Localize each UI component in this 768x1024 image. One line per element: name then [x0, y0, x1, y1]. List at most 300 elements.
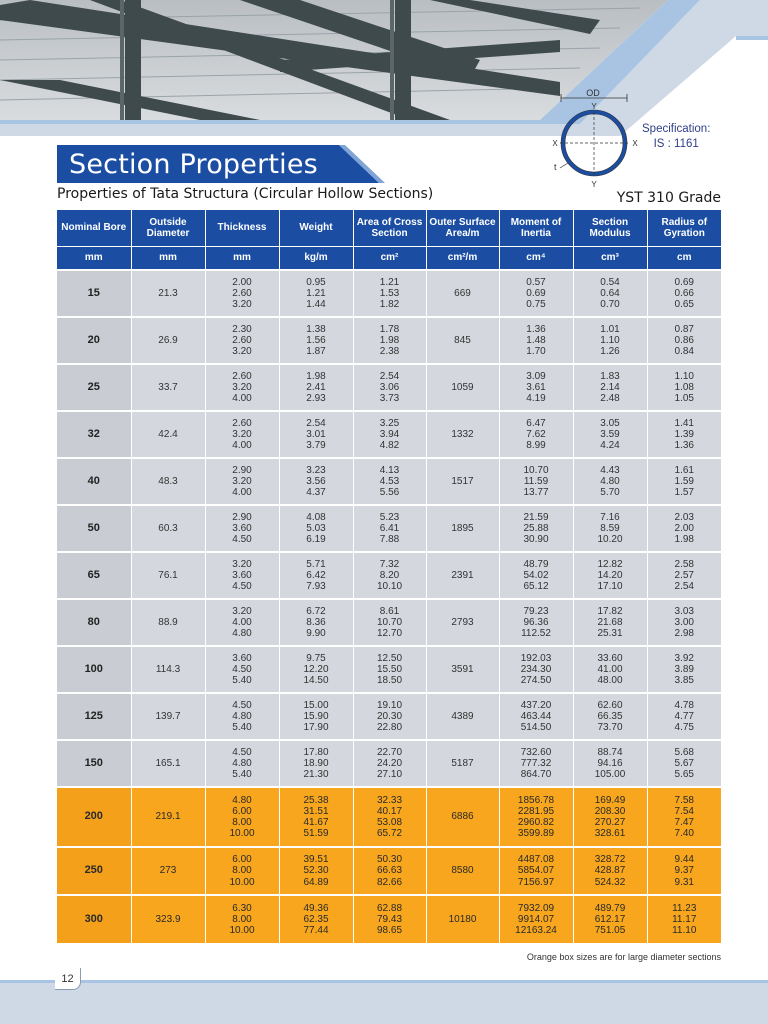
cell-value: 3.03: [674, 605, 694, 617]
cell-value: 17.10: [597, 581, 623, 593]
surface-area-cell: 5187: [426, 740, 499, 787]
cell-value: 7.54: [674, 805, 694, 817]
table-row: [57, 552, 721, 599]
cell-value: 1.57: [674, 487, 694, 499]
diagram-x-right: X: [632, 139, 638, 148]
cell-value: 4.00: [232, 440, 252, 452]
table-row: [57, 364, 721, 411]
cell-value: 3.56: [306, 475, 326, 487]
cell-value: 0.86: [674, 334, 694, 346]
cell-value: 112.52: [521, 628, 551, 640]
cell-value: 4.13: [379, 464, 400, 476]
table-row: [57, 895, 721, 943]
area-cell: [353, 411, 426, 458]
cell-value: 864.70: [520, 769, 552, 781]
section-modulus-cell: [573, 599, 647, 646]
thickness-cell: [205, 364, 279, 411]
cell-value: 1.44: [306, 299, 326, 311]
thickness-cell: [205, 270, 279, 317]
radius-of-gyration-cell: [647, 740, 721, 787]
cell-value: 0.57: [526, 276, 546, 288]
moment-of-inertia-cell: [499, 458, 573, 505]
section-modulus-cell: [573, 317, 647, 364]
cell-value: 234.30: [520, 663, 552, 675]
cell-value: 10.70: [376, 616, 403, 628]
cell-value: 2.41: [306, 381, 326, 393]
cell-value: 6.42: [306, 569, 326, 581]
cell-value: 1.70: [526, 346, 546, 358]
cell-value: 0.70: [600, 299, 620, 311]
section-modulus-cell: [573, 847, 647, 895]
cell-value: 24.20: [376, 757, 403, 769]
cell-value: 1.53: [379, 287, 400, 299]
cell-value: 1.59: [674, 475, 694, 487]
nominal-bore-cell: 150: [57, 740, 131, 787]
cell-value: 328.61: [594, 828, 626, 840]
cell-value: 5.65: [674, 769, 694, 781]
diagram-od-label: OD: [586, 88, 600, 98]
column-header: Moment of Inertia: [499, 210, 573, 246]
radius-of-gyration-cell: [647, 505, 721, 552]
column-header: Nominal Bore: [57, 210, 131, 246]
weight-cell: [279, 895, 353, 943]
cell-value: 274.50: [520, 675, 552, 687]
cell-value: 3599.89: [517, 828, 555, 840]
cell-value: 2.14: [600, 381, 620, 393]
cell-value: 39.51: [303, 854, 329, 866]
outside-diameter-cell: 21.3: [131, 270, 205, 317]
specification: [642, 122, 710, 152]
cell-value: 4.77: [674, 710, 694, 722]
surface-area-cell: 8580: [426, 847, 499, 895]
cell-value: 7.16: [600, 511, 620, 523]
cell-value: 0.66: [674, 287, 694, 299]
cell-value: 9.31: [674, 876, 694, 888]
nominal-bore-cell: 200: [57, 787, 131, 847]
column-unit: cm²: [353, 246, 426, 270]
column-unit: cm²/m: [426, 246, 499, 270]
table-row: [57, 505, 721, 552]
cell-value: 1.36: [526, 323, 546, 335]
cell-value: 17.80: [303, 746, 329, 758]
table-row: [57, 646, 721, 693]
cell-value: 25.38: [303, 794, 329, 806]
outside-diameter-cell: 76.1: [131, 552, 205, 599]
cell-value: 12163.24: [515, 925, 557, 937]
cell-value: 8.99: [526, 440, 546, 452]
footer-band: [0, 983, 768, 1024]
cell-value: 2.00: [232, 276, 252, 288]
cell-value: 17.90: [303, 722, 329, 734]
column-unit: kg/m: [279, 246, 353, 270]
cell-value: 4.80: [600, 475, 620, 487]
cell-value: 3.25: [379, 417, 400, 429]
nominal-bore-cell: 20: [57, 317, 131, 364]
cell-value: 10.10: [376, 581, 403, 593]
cell-value: 79.23: [523, 605, 549, 617]
cell-value: 1.10: [674, 370, 694, 382]
column-header: Section Modulus: [573, 210, 647, 246]
cell-value: 65.72: [376, 828, 403, 840]
cell-value: 6.19: [306, 534, 326, 546]
cell-value: 0.87: [674, 323, 694, 335]
outside-diameter-cell: 48.3: [131, 458, 205, 505]
specification-label: Specification:: [642, 123, 711, 135]
outside-diameter-cell: 42.4: [131, 411, 205, 458]
cell-value: 1.56: [306, 334, 326, 346]
cell-value: 10.70: [523, 464, 549, 476]
cell-value: 3.85: [674, 675, 694, 687]
cell-value: 64.89: [303, 876, 329, 888]
cell-value: 8.00: [232, 817, 252, 828]
radius-of-gyration-cell: [647, 847, 721, 895]
cell-value: 5.03: [306, 522, 326, 534]
weight-cell: [279, 693, 353, 740]
cell-value: 10.00: [229, 828, 255, 840]
cell-value: 48.79: [523, 558, 549, 570]
section-modulus-cell: [573, 740, 647, 787]
cell-value: 463.44: [520, 710, 552, 722]
cell-value: 11.23: [672, 902, 697, 914]
weight-cell: [279, 646, 353, 693]
footnote: Orange box sizes are for large diameter sections: [526, 952, 721, 962]
area-cell: [353, 599, 426, 646]
cell-value: 3.20: [232, 381, 252, 393]
cell-value: 14.50: [303, 675, 329, 687]
column-header: Weight: [279, 210, 353, 246]
area-cell: [353, 847, 426, 895]
thickness-cell: [205, 411, 279, 458]
nominal-bore-cell: 80: [57, 599, 131, 646]
cell-value: 12.82: [597, 558, 623, 570]
area-cell: [353, 552, 426, 599]
outside-diameter-cell: 33.7: [131, 364, 205, 411]
thickness-cell: [205, 895, 279, 943]
section-title-banner: [57, 145, 387, 185]
cell-value: 3.73: [379, 393, 400, 405]
cell-value: 0.64: [600, 287, 620, 299]
cell-value: 49.36: [303, 902, 329, 914]
radius-of-gyration-cell: [647, 364, 721, 411]
section-modulus-cell: [573, 505, 647, 552]
outside-diameter-cell: 60.3: [131, 505, 205, 552]
cell-value: 2.60: [232, 334, 252, 346]
cell-value: 7.47: [674, 817, 694, 828]
cell-value: 7.58: [674, 794, 694, 806]
cell-value: 3.59: [600, 428, 620, 440]
weight-cell: [279, 787, 353, 847]
thickness-cell: [205, 646, 279, 693]
cell-value: 12.50: [376, 652, 403, 664]
cell-value: 2.93: [306, 393, 326, 405]
cell-value: 328.72: [594, 854, 626, 866]
cell-value: 1856.78: [517, 794, 555, 806]
cell-value: 5.40: [232, 675, 252, 687]
column-unit: mm: [57, 246, 131, 270]
cell-value: 7.62: [526, 428, 546, 440]
cell-value: 4.80: [232, 628, 252, 640]
page-number: 12: [55, 968, 81, 990]
cell-value: 96.36: [523, 616, 549, 628]
weight-cell: [279, 552, 353, 599]
cell-value: 4.80: [232, 757, 252, 769]
cell-value: 62.60: [597, 699, 623, 711]
surface-area-cell: 1517: [426, 458, 499, 505]
outside-diameter-cell: 88.9: [131, 599, 205, 646]
cell-value: 751.05: [594, 925, 626, 937]
area-cell: [353, 693, 426, 740]
cell-value: 2.90: [232, 464, 252, 476]
cell-value: 5.56: [379, 487, 400, 499]
cell-value: 41.00: [597, 663, 623, 675]
cell-value: 62.88: [376, 902, 403, 914]
cell-value: 5.40: [232, 722, 252, 734]
cell-value: 612.17: [594, 913, 626, 925]
cell-value: 66.63: [376, 865, 403, 877]
cell-value: 2.54: [306, 417, 326, 429]
cell-value: 7.32: [379, 558, 400, 570]
radius-of-gyration-cell: [647, 552, 721, 599]
grade-label: YST 310 Grade: [616, 190, 721, 206]
cell-value: 4.43: [600, 464, 620, 476]
cell-value: 62.35: [303, 913, 329, 925]
thickness-cell: [205, 740, 279, 787]
cell-value: 3.89: [674, 663, 694, 675]
table-row: [57, 458, 721, 505]
weight-cell: [279, 411, 353, 458]
cell-value: 2.98: [674, 628, 694, 640]
cell-value: 3.09: [526, 370, 546, 382]
cell-value: 18.50: [376, 675, 403, 687]
surface-area-cell: 1059: [426, 364, 499, 411]
area-cell: [353, 317, 426, 364]
cell-value: 1.41: [674, 417, 694, 429]
radius-of-gyration-cell: [647, 411, 721, 458]
column-header: Area of Cross Section: [353, 210, 426, 246]
radius-of-gyration-cell: [647, 787, 721, 847]
cell-value: 7.93: [306, 581, 326, 593]
cell-value: 0.65: [674, 299, 694, 311]
section-modulus-cell: [573, 364, 647, 411]
cell-value: 1.87: [306, 346, 326, 358]
cell-value: 3.20: [232, 299, 252, 311]
weight-cell: [279, 317, 353, 364]
surface-area-cell: 669: [426, 270, 499, 317]
cell-value: 1.05: [674, 393, 694, 405]
weight-cell: [279, 847, 353, 895]
moment-of-inertia-cell: [499, 895, 573, 943]
section-modulus-cell: [573, 895, 647, 943]
cell-value: 7.88: [379, 534, 400, 546]
cell-value: 3.20: [232, 605, 252, 617]
cell-value: 3.60: [232, 569, 252, 581]
cell-value: 3.94: [379, 428, 400, 440]
cell-value: 82.66: [376, 876, 403, 888]
cell-value: 524.32: [594, 876, 626, 888]
cell-value: 2.60: [232, 287, 252, 299]
circular-section-diagram: [548, 86, 644, 190]
cell-value: 3.60: [232, 652, 252, 664]
cell-value: 94.16: [597, 757, 623, 769]
cell-value: 3.01: [306, 428, 326, 440]
cell-value: 32.33: [376, 794, 403, 806]
page-title: Section Properties: [69, 149, 318, 180]
cell-value: 2.00: [674, 522, 694, 534]
cell-value: 11.10: [672, 925, 697, 937]
cell-value: 5.40: [232, 769, 252, 781]
weight-cell: [279, 505, 353, 552]
surface-area-cell: 1895: [426, 505, 499, 552]
nominal-bore-cell: 100: [57, 646, 131, 693]
cell-value: 27.10: [376, 769, 403, 781]
cell-value: 17.82: [597, 605, 623, 617]
cell-value: 2281.95: [517, 805, 555, 817]
cell-value: 1.01: [600, 323, 620, 335]
weight-cell: [279, 740, 353, 787]
cell-value: 4.00: [232, 616, 252, 628]
cell-value: 437.20: [520, 699, 552, 711]
cell-value: 9914.07: [517, 913, 555, 925]
nominal-bore-cell: 32: [57, 411, 131, 458]
section-modulus-cell: [573, 787, 647, 847]
cell-value: 50.30: [376, 854, 403, 866]
thickness-cell: [205, 847, 279, 895]
cell-value: 22.80: [376, 722, 403, 734]
table-row: [57, 317, 721, 364]
cell-value: 0.95: [306, 276, 326, 288]
column-header: Radius of Gyration: [647, 210, 721, 246]
cell-value: 41.67: [303, 817, 329, 828]
cell-value: 88.74: [597, 746, 623, 758]
outside-diameter-cell: 26.9: [131, 317, 205, 364]
cell-value: 66.35: [597, 710, 623, 722]
cell-value: 98.65: [376, 925, 403, 937]
moment-of-inertia-cell: [499, 317, 573, 364]
cell-value: 79.43: [376, 913, 403, 925]
cell-value: 15.50: [376, 663, 403, 675]
cell-value: 9.90: [306, 628, 326, 640]
cell-value: 2.58: [674, 558, 694, 570]
cell-value: 15.00: [303, 699, 329, 711]
cell-value: 2.60: [232, 370, 252, 382]
cell-value: 2.90: [232, 511, 252, 523]
surface-area-cell: 2793: [426, 599, 499, 646]
moment-of-inertia-cell: [499, 787, 573, 847]
cell-value: 8.61: [379, 605, 400, 617]
cell-value: 25.88: [523, 522, 549, 534]
cell-value: 1.83: [600, 370, 620, 382]
cell-value: 5.23: [379, 511, 400, 523]
nominal-bore-cell: 50: [57, 505, 131, 552]
cell-value: 13.77: [523, 487, 549, 499]
area-cell: [353, 505, 426, 552]
cell-value: 208.30: [594, 805, 626, 817]
thickness-cell: [205, 317, 279, 364]
cell-value: 11.17: [672, 913, 697, 925]
area-cell: [353, 364, 426, 411]
table-row: [57, 693, 721, 740]
cell-value: 5.70: [600, 487, 620, 499]
nominal-bore-cell: 250: [57, 847, 131, 895]
cell-value: 12.20: [303, 663, 329, 675]
nominal-bore-cell: 15: [57, 270, 131, 317]
table-header-units: [57, 246, 721, 270]
outside-diameter-cell: 114.3: [131, 646, 205, 693]
cell-value: 6.41: [379, 522, 400, 534]
thickness-cell: [205, 458, 279, 505]
cell-value: 4.00: [232, 393, 252, 405]
section-modulus-cell: [573, 411, 647, 458]
column-unit: cm⁴: [499, 246, 573, 270]
cell-value: 169.49: [594, 794, 626, 806]
column-unit: cm: [647, 246, 721, 270]
weight-cell: [279, 270, 353, 317]
cell-value: 514.50: [520, 722, 552, 734]
surface-area-cell: 3591: [426, 646, 499, 693]
cell-value: 0.69: [674, 276, 694, 288]
moment-of-inertia-cell: [499, 740, 573, 787]
cell-value: 3.05: [600, 417, 620, 429]
cell-value: 52.30: [303, 865, 329, 877]
diagram-y-top: Y: [591, 102, 597, 111]
cell-value: 10.00: [229, 925, 255, 937]
section-modulus-cell: [573, 458, 647, 505]
cell-value: 3.92: [674, 652, 694, 664]
cell-value: 6.30: [232, 902, 252, 914]
cell-value: 1.98: [306, 370, 326, 382]
cell-value: 1.82: [379, 299, 400, 311]
section-modulus-cell: [573, 552, 647, 599]
cell-value: 5.67: [674, 757, 694, 769]
radius-of-gyration-cell: [647, 458, 721, 505]
cell-value: 1.98: [379, 334, 400, 346]
thickness-cell: [205, 552, 279, 599]
cell-value: 65.12: [523, 581, 549, 593]
cell-value: 0.54: [600, 276, 620, 288]
cell-value: 7.40: [674, 828, 694, 840]
cell-value: 4.53: [379, 475, 400, 487]
cell-value: 2.30: [232, 323, 252, 335]
cell-value: 9.44: [674, 854, 694, 866]
table-row: [57, 599, 721, 646]
cell-value: 3.06: [379, 381, 400, 393]
cell-value: 8.59: [600, 522, 620, 534]
cell-value: 3.60: [232, 522, 252, 534]
cell-value: 732.60: [520, 746, 552, 758]
cell-value: 12.70: [376, 628, 403, 640]
cell-value: 4.24: [600, 440, 620, 452]
table-row: [57, 787, 721, 847]
surface-area-cell: 6886: [426, 787, 499, 847]
nominal-bore-cell: 65: [57, 552, 131, 599]
cell-value: 0.69: [526, 287, 546, 299]
area-cell: [353, 646, 426, 693]
cell-value: 0.84: [674, 346, 694, 358]
cell-value: 4487.08: [517, 854, 555, 866]
area-cell: [353, 787, 426, 847]
nominal-bore-cell: 40: [57, 458, 131, 505]
moment-of-inertia-cell: [499, 364, 573, 411]
cell-value: 777.32: [520, 757, 552, 769]
cell-value: 4.08: [306, 511, 326, 523]
cell-value: 4.50: [232, 663, 252, 675]
cell-value: 1.21: [306, 287, 326, 299]
radius-of-gyration-cell: [647, 317, 721, 364]
weight-cell: [279, 364, 353, 411]
cell-value: 3.20: [232, 475, 252, 487]
moment-of-inertia-cell: [499, 599, 573, 646]
cell-value: 10.20: [597, 534, 623, 546]
